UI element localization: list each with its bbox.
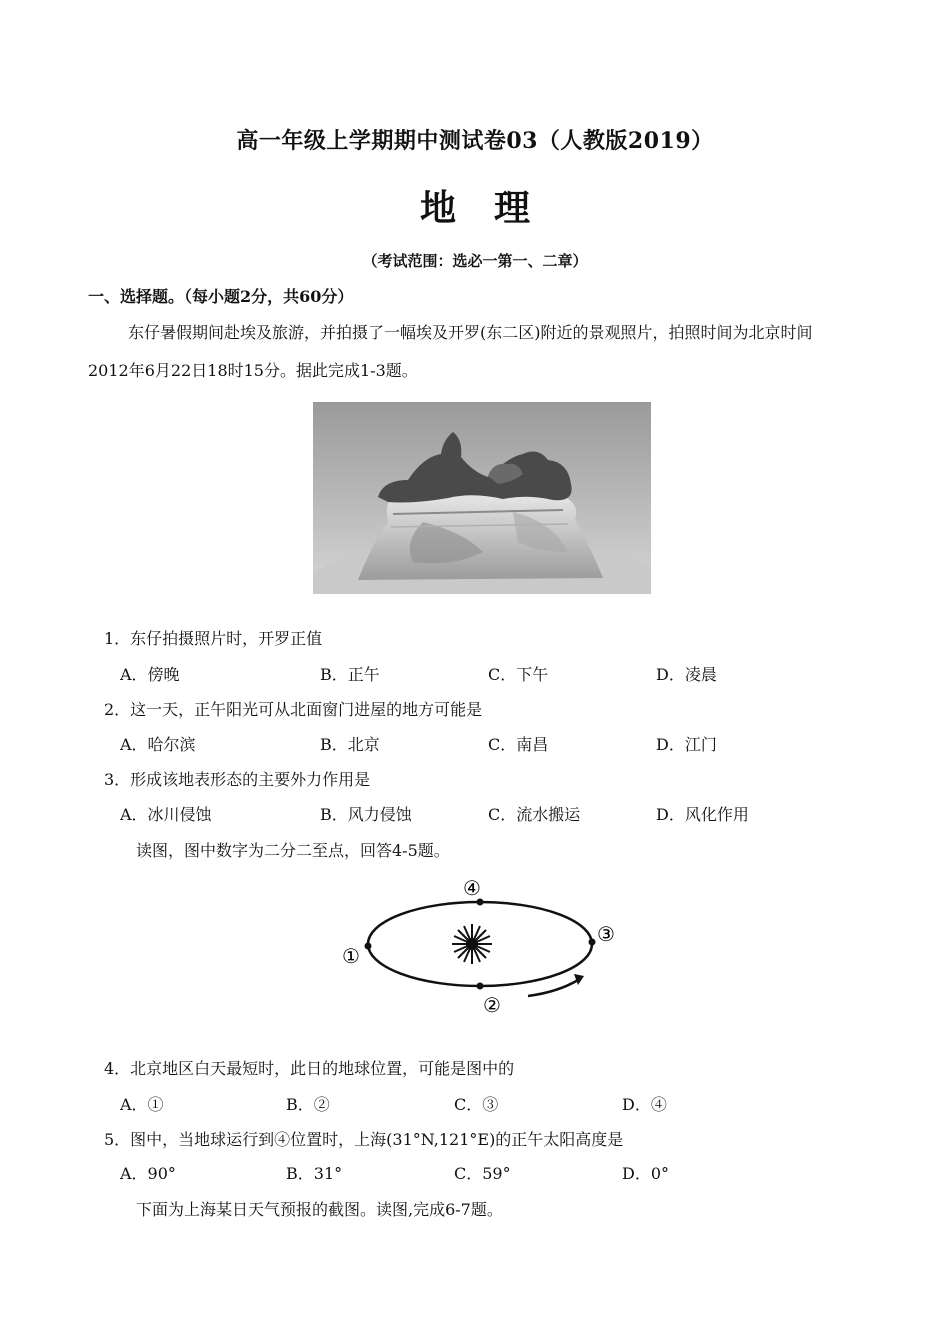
subject-heading: 地理 <box>419 187 568 229</box>
section-heading: 一、选择题。（每小题2分，共60分） <box>88 287 354 306</box>
q1-option-d: D．凌晨 <box>656 665 717 684</box>
q1-option-c: C．下午 <box>488 665 549 684</box>
orbit-point-3 <box>589 939 596 946</box>
orbit-label-4: ④ <box>463 876 481 900</box>
intro1-line2: 2012年6月22日18时15分。据此完成1-3题。 <box>88 361 418 380</box>
exam-scope: （考试范围：选必一第一、二章） <box>362 252 588 270</box>
q2-option-a: A．哈尔滨 <box>120 735 196 754</box>
orbit-point-1 <box>365 943 372 950</box>
q2-option-c: C．南昌 <box>488 735 549 754</box>
question-3: 3．形成该地表形态的主要外力作用是 <box>104 770 371 789</box>
q3-option-d: D．风化作用 <box>656 805 749 824</box>
q1-option-b: B．正午 <box>320 665 380 684</box>
q5-option-a: A．90° <box>120 1164 176 1183</box>
question-1: 1．东仔拍摄照片时，开罗正值 <box>104 629 323 648</box>
q5-option-d: D．0° <box>622 1164 670 1183</box>
sun-icon <box>452 924 492 964</box>
q4-option-b: B．② <box>286 1095 330 1114</box>
orbit-label-2: ② <box>483 993 501 1017</box>
q3-option-b: B．风力侵蚀 <box>320 805 412 824</box>
q1-option-a: A．傍晚 <box>120 665 180 684</box>
intro1-line1: 东仔暑假期间赴埃及旅游，并拍摄了一幅埃及开罗(东二区)附近的景观照片，拍照时间为北京时间 <box>128 323 813 342</box>
q5-option-b: B．31° <box>286 1164 343 1183</box>
q2-option-d: D．江门 <box>656 735 717 754</box>
orbit-diagram <box>330 872 630 1022</box>
q4-option-c: C．③ <box>454 1095 499 1114</box>
q4-option-d: D．④ <box>622 1095 667 1114</box>
question-5: 5．图中，当地球运行到④位置时，上海(31°N,121°E)的正午太阳高度是 <box>104 1130 624 1149</box>
q2-option-b: B．北京 <box>320 735 380 754</box>
intro3: 下面为上海某日天气预报的截图。读图,完成6-7题。 <box>136 1200 503 1219</box>
orbit-point-2 <box>477 983 484 990</box>
intro2: 读图，图中数字为二分二至点，回答4-5题。 <box>136 841 450 860</box>
question-2: 2．这一天，正午阳光可从北面窗门进屋的地方可能是 <box>104 700 483 719</box>
orbit-label-3: ③ <box>597 922 615 946</box>
q4-option-a: A．① <box>120 1095 164 1114</box>
q5-option-c: C．59° <box>454 1164 511 1183</box>
q3-option-a: A．冰川侵蚀 <box>120 805 212 824</box>
orbit-label-1: ① <box>342 944 360 968</box>
q3-option-c: C．流水搬运 <box>488 805 581 824</box>
exam-title: 高一年级上学期期中测试卷03（人教版2019） <box>236 128 714 154</box>
question-4: 4．北京地区白天最短时，此日的地球位置，可能是图中的 <box>104 1059 515 1078</box>
landscape-photo <box>313 402 651 594</box>
